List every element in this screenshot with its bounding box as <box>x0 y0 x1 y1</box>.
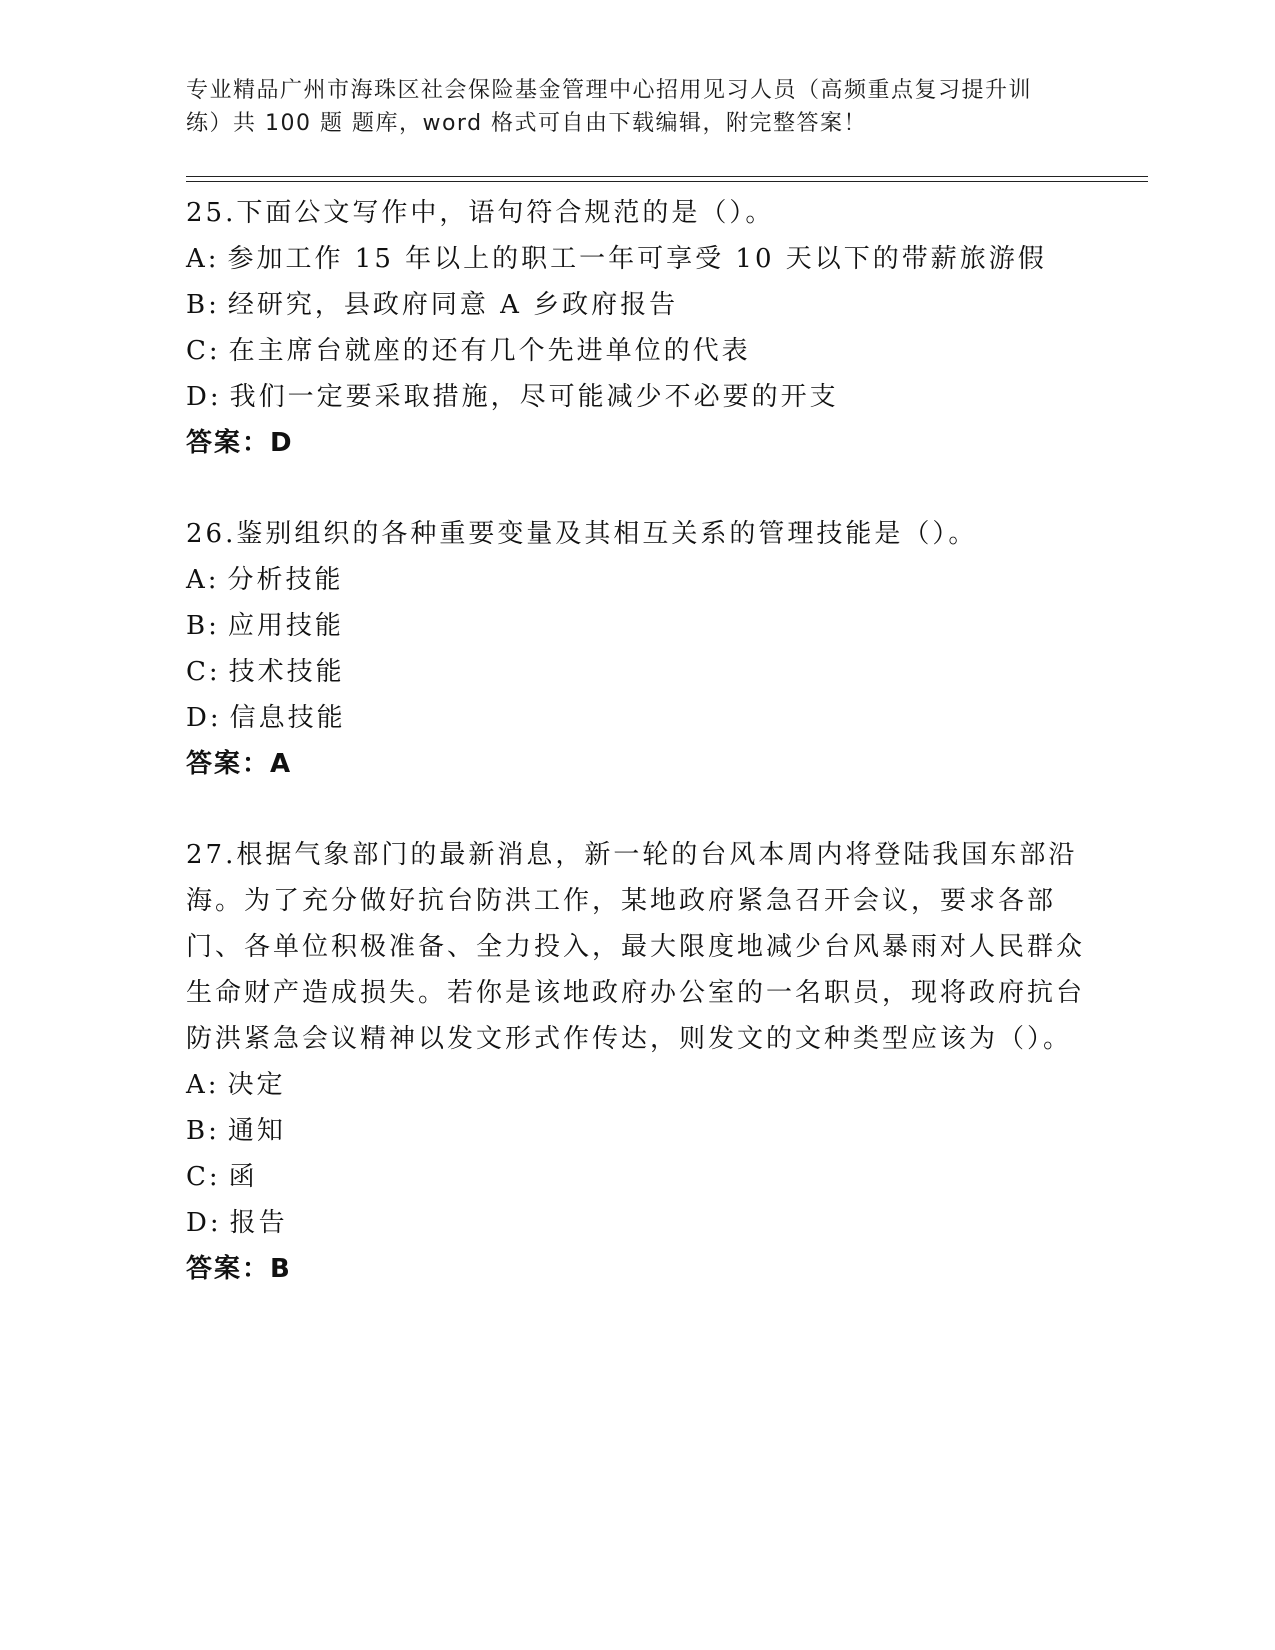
option-letter: D: <box>186 1208 222 1238</box>
header-divider <box>186 176 1148 177</box>
question-27 <box>186 832 1106 1292</box>
option-d <box>186 695 1106 741</box>
page-header <box>186 74 1086 140</box>
option-a <box>186 557 1106 603</box>
option-letter: C: <box>186 336 221 366</box>
option-a <box>186 1062 1106 1108</box>
option-text: 函 <box>228 1162 258 1192</box>
option-text: 参加工作 15 年以上的职工一年可享受 10 天以下的带薪旅游假 <box>227 244 1047 274</box>
option-text: 应用技能 <box>227 611 344 641</box>
option-letter: B: <box>186 611 220 641</box>
option-letter: D: <box>186 703 222 733</box>
option-text: 在主席台就座的还有几个先进单位的代表 <box>228 336 751 366</box>
option-letter: D: <box>186 382 222 412</box>
option-letter: A: <box>186 565 220 595</box>
question-26 <box>186 511 1106 787</box>
header-divider <box>186 181 1148 182</box>
option-letter: C: <box>186 1162 221 1192</box>
option-text: 通知 <box>227 1116 286 1146</box>
option-c <box>186 328 1106 374</box>
option-text: 报告 <box>229 1208 288 1238</box>
option-letter: A: <box>186 244 220 274</box>
option-b <box>186 1108 1106 1154</box>
option-letter: C: <box>186 657 221 687</box>
option-b <box>186 282 1106 328</box>
option-c <box>186 1154 1106 1200</box>
question-text: 26.鉴别组织的各种重要变量及其相互关系的管理技能是（）。 <box>186 519 978 549</box>
question-list <box>186 190 1106 1337</box>
option-d <box>186 374 1106 420</box>
option-d <box>186 1200 1106 1246</box>
option-letter: B: <box>186 290 220 320</box>
option-text: 分析技能 <box>227 565 344 595</box>
answer: 答案：D <box>186 428 294 458</box>
option-text: 决定 <box>227 1070 286 1100</box>
answer: 答案：A <box>186 749 293 779</box>
question-25 <box>186 190 1106 466</box>
option-text: 经研究，县政府同意 A 乡政府报告 <box>227 290 679 320</box>
question-text: 27.根据气象部门的最新消息，新一轮的台风本周内将登陆我国东部沿海。为了充分做好抗台防洪工作，某地政府紧急召开会议，要求各部门、各单位积极准备、全力投入，最大限度地减少台风暴雨对人民群众生命财产造成损失。若你是该地政府办公室的一名职员，现将政府抗台防洪紧急会议精神以发文形式作传达，则发文的文种类型应该为（）。 <box>186 840 1086 1054</box>
header-line-2: 练）共 100 题 题库，word 格式可自由下载编辑，附完整答案！ <box>186 111 868 136</box>
option-a <box>186 236 1106 282</box>
option-text: 技术技能 <box>228 657 345 687</box>
option-c <box>186 649 1106 695</box>
answer: 答案：B <box>186 1254 292 1284</box>
question-text: 25.下面公文写作中，语句符合规范的是（）。 <box>186 198 775 228</box>
header-line-1: 专业精品广州市海珠区社会保险基金管理中心招用见习人员（高频重点复习提升训 <box>186 78 1033 103</box>
option-text: 信息技能 <box>229 703 346 733</box>
option-letter: A: <box>186 1070 220 1100</box>
option-text: 我们一定要采取措施，尽可能减少不必要的开支 <box>229 382 839 412</box>
option-letter: B: <box>186 1116 220 1146</box>
option-b <box>186 603 1106 649</box>
